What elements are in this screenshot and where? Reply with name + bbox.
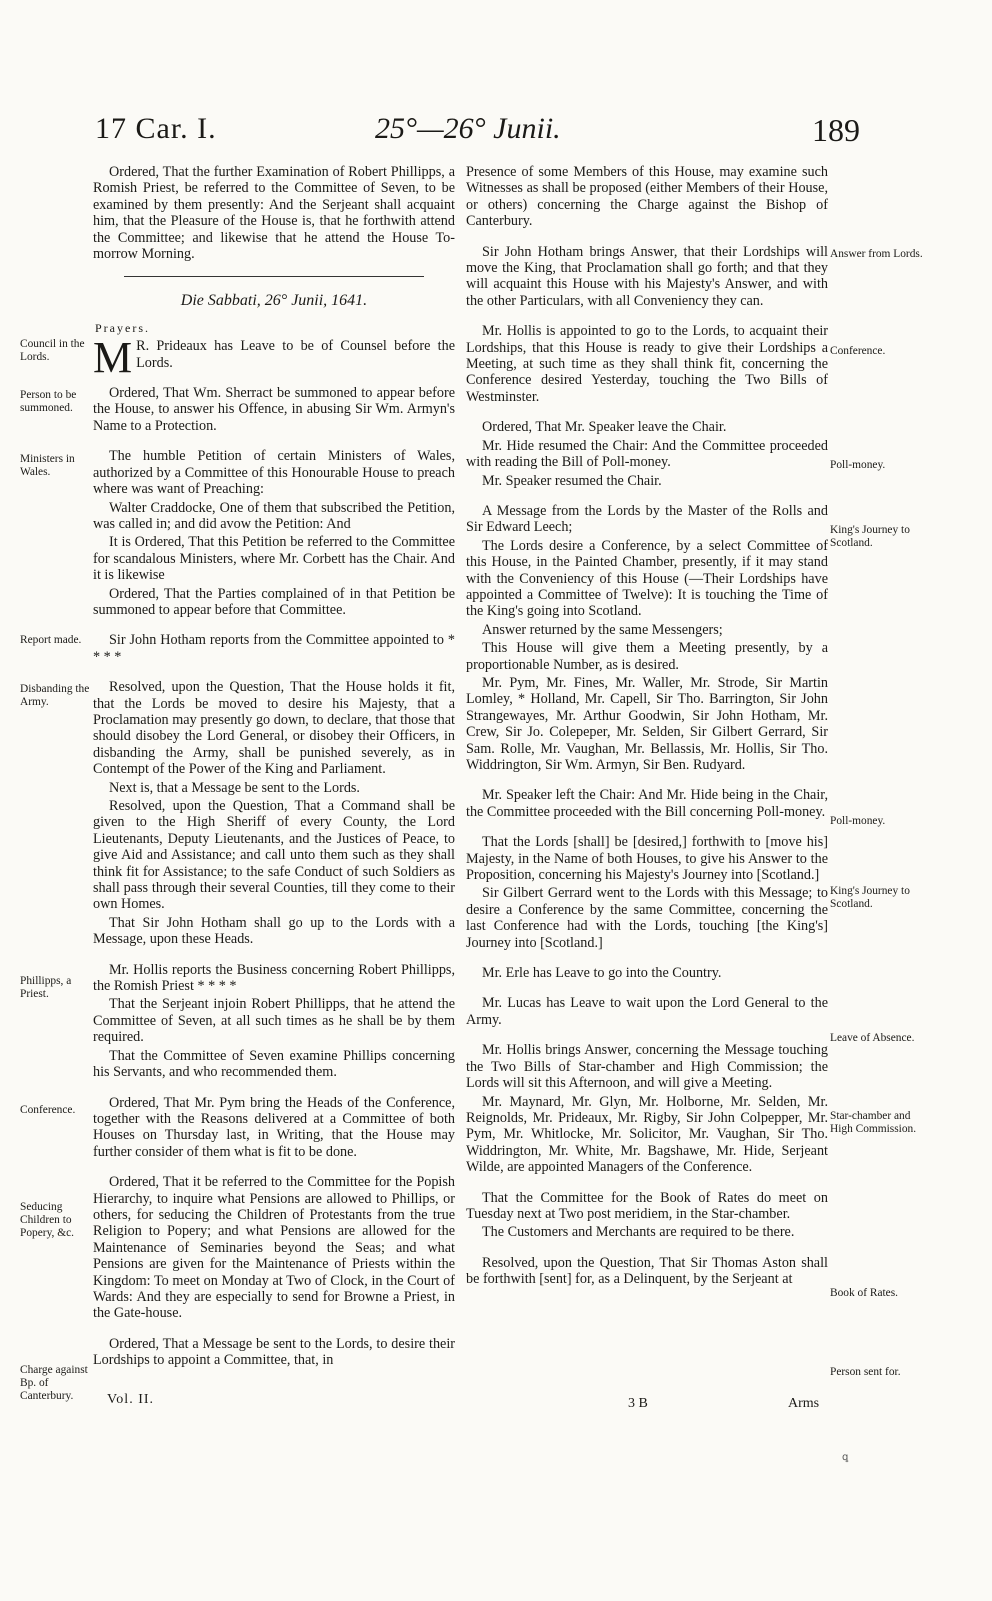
paragraph: Sir Gilbert Gerrard went to the Lords with this Message; to desire a Conference by the same Committee, concerning the last Conference had with the Lords, touching [the King's] Journey into [Scotland.] — [466, 885, 828, 951]
paragraph: Mr. Pym, Mr. Fines, Mr. Waller, Mr. Strode, Sir Martin Lomley, * Holland, Mr. Capell, Sir Tho. Barrington, Sir John Strangewayes, Mr. Arthur Goodwin, Sir John Hotham, Mr. Crew, Sir Jo. Colepeper, Mr. Selden, Sir Gilbert Gerrard, Sir Sam. Rolle, Mr. Vaughan, Mr. Bellassis, Mr. Hollis, Sir Tho. Widdrington, Sir Wm. Armyn, Sir Ben. Rudyard. — [466, 674, 828, 773]
paragraph: Walter Craddocke, One of them that subscribed the Petition, was called in; and did avow the Petition: And — [93, 499, 455, 532]
paragraph: Mr. Hollis brings Answer, concerning the Message touching the Two Bills of Star-chamber and High Commission; the Lords will sit this Afternoon, and will give a Meeting. — [466, 1042, 828, 1092]
margin-note: King's Journey to Scotland. — [830, 885, 910, 910]
margin-note: Poll-money. — [830, 459, 886, 471]
page-speck: ꝗ — [842, 1452, 849, 1463]
paragraph: A Message from the Lords by the Master of the Rolls and Sir Edward Leech; — [466, 502, 828, 536]
paragraph: Mr. Maynard, Mr. Glyn, Mr. Holborne, Mr. Selden, Mr. Reignolds, Mr. Prideaux, Mr. Rigby, Sir John Colpepper, Mr. Pym, Mr. Whitlocke, Mr. Solicitor, Mr. Vaughan, Sir Tho. Widdrington, Mr. White, Mr. Bagshawe, Mr. Hide, Serjeant Wilde, are appointed Managers of the Conference. — [466, 1093, 828, 1176]
paragraph: Ordered, That it be referred to the Committee for the Popish Hierarchy, to inquire what Pensions are allowed to Phillips, or others, for seducing the Children of Protestants from the true Religion to Popery; and what Pensions are allowed for the Maintenance of Seminaries beyond the Seas; and what Pensions are given for the Maintenance of Priests within the Kingdom: To meet on Monday at Two of Clock, in the Court of Wards: And they are especially to send for Browne a Priest, in the Gate-house. — [93, 1174, 455, 1322]
margin-note: Seducing Children to Popery, &c. — [20, 1201, 74, 1239]
margin-note: Phillipps, a Priest. — [20, 975, 72, 1000]
paragraph: It is Ordered, That this Petition be referred to the Committee for scandalous Ministers, where Mr. Corbett has the Chair. And it is likewise — [93, 534, 455, 584]
paragraph: Ordered, That a Message be sent to the Lords, to desire their Lordships to appoint a Committee, that, in — [93, 1335, 455, 1369]
margin-note: Ministers in Wales. — [20, 453, 75, 478]
margin-note: King's Journey to Scotland. — [830, 524, 910, 549]
section-divider — [124, 276, 424, 277]
margin-note: Answer from Lords. — [830, 248, 923, 260]
paragraph: Mr. Hollis is appointed to go to the Lords, to acquaint their Lordships, that this House is ready to give their Lordships a Meeting, at such time as they shall think fit, concerning the Conference desired Yesterday, touching the Two Bills of Westminster. — [466, 323, 828, 405]
catchword: Arms — [788, 1396, 820, 1411]
paragraph: Mr. Lucas has Leave to wait upon the Lord General to the Army. — [466, 995, 828, 1028]
margin-note: Conference. — [830, 345, 886, 357]
paragraph: This House will give them a Meeting presently, by a proportionable Number, as is desired. — [466, 640, 828, 673]
margin-note: Report made. — [20, 634, 82, 646]
margin-note: Poll-money. — [830, 815, 886, 827]
left-column — [93, 164, 455, 1371]
margin-note: Book of Rates. — [830, 1287, 899, 1299]
paragraph: Resolved, upon the Question, That Sir Thomas Aston shall be forthwith [sent] for, as a Delinquent, by the Serjeant at — [466, 1254, 828, 1288]
paragraph: That Sir John Hotham shall go up to the Lords with a Message, upon these Heads. — [93, 914, 455, 948]
paragraph: Mr. Hollis reports the Business concerning Robert Phillipps, the Romish Priest * * * * — [93, 961, 455, 995]
paragraph: Sir John Hotham brings Answer, that their Lordships will move the King, that Proclamation shall go forth; and that they will acquaint this House with his Majesty's Answer, and with the other Particulars, with all Conveniency they can. — [466, 243, 828, 309]
margin-note: Star-chamber and High Commission. — [830, 1110, 917, 1135]
paragraph: Ordered, That Mr. Speaker leave the Chair. — [482, 419, 727, 436]
paragraph: Ordered, That Mr. Pym bring the Heads of the Conference, together with the Reasons delivered at a Committee of both Houses on Thursday last, in Writing, that the House may further consider of them what is fit to be done. — [93, 1094, 455, 1160]
paragraph: Mr. Erle has Leave to go into the Country. — [482, 965, 722, 982]
paragraph: That the Serjeant injoin Robert Phillipps, that he attend the Committee of Seven, at all such times as he shall be by them required. — [93, 996, 455, 1046]
margin-note: Person sent for. — [830, 1366, 901, 1378]
margin-note: Disbanding the Army. — [20, 683, 90, 708]
paragraph: The Lords desire a Conference, by a select Committee of this House, in the Painted Chamber, presently, if it may stand with the Conveniency of this House (—Their Lordships have appointed a Committee of Twelve): It is touching the Time of the King's going into Scotland. — [466, 537, 828, 620]
margin-note: Charge against Bp. of Canterbury. — [20, 1364, 88, 1402]
volume-label: Vol. II. — [107, 1392, 155, 1407]
paragraph: The Customers and Merchants are required to be there. — [482, 1224, 795, 1241]
paragraph-text: R. Prideaux has Leave to be of Counsel before the Lords. — [136, 338, 455, 371]
drop-cap: M — [93, 333, 133, 383]
prayers-heading: Prayers. — [95, 320, 150, 335]
paragraph: The humble Petition of certain Ministers of Wales, authorized by a Committee of this Honourable House to preach where was want of Preaching: — [93, 448, 455, 498]
paragraph: Ordered, That Wm. Sherract be summoned to appear before the House, to answer his Offence, in abusing Sir Wm. Armyn's Name to a Protection. — [93, 385, 455, 434]
reign-label: 17 Car. I. — [95, 112, 217, 145]
paragraph: Ordered, That the further Examination of Robert Phillipps, a Romish Priest, be referred to the Committee of Seven, to be examined by them presently: And the Serjeant shall acquaint him, that the Pleasure of the House is, that he forthwith attend the Committee; and likewise that he attend the House To-morrow Morning. — [93, 164, 455, 263]
margin-note: Council in the Lords. — [20, 338, 85, 363]
paragraph: That the Committee of Seven examine Phillips concerning his Servants, and who recommended them. — [93, 1047, 455, 1081]
paragraph: Answer returned by the same Messengers; — [482, 621, 723, 638]
margin-note: Person to be summoned. — [20, 389, 77, 414]
date-range: 25°—26° Junii. — [375, 112, 561, 145]
paragraph: Mr. Hide resumed the Chair: And the Committee proceeded with reading the Bill of Poll-money. — [466, 437, 828, 471]
paragraph: Resolved, upon the Question, That the House holds it fit, that the Lords be moved to desire his Majesty, that a Proclamation may presently go down, to declare, that those that should disobey the Lord General, or disobey their Officers, in disbanding the Army, shall be punished severely, as in Contempt of the Power of the King and Parliament. — [93, 679, 455, 778]
paragraph: Mr. Speaker resumed the Chair. — [482, 472, 662, 489]
paragraph: Resolved, upon the Question, That a Command shall be given to the High Sheriff of every County, the Lord Lieutenants, Deputy Lieutenants, and the Justices of Peace, to give Aid and Assistance; and call unto them such as they shall think fit for Assistance; to the safe Conduct of such Soldiers as shall pass through their several Counties, till they come to their own Homes. — [93, 798, 455, 913]
signature-mark: 3 B — [628, 1396, 648, 1411]
paragraph — [93, 333, 455, 383]
running-head — [95, 112, 860, 158]
paragraph: Mr. Speaker left the Chair: And Mr. Hide being in the Chair, the Committee proceeded with the Bill concerning Poll-money. — [466, 787, 828, 820]
paragraph: Next is, that a Message be sent to the Lords. — [109, 779, 360, 796]
right-column — [466, 164, 828, 1290]
paragraph: That the Committee for the Book of Rates do meet on Tuesday next at Two post meridiem, in the Star-chamber. — [466, 1189, 828, 1222]
dateline: Die Sabbati, 26° Junii, 1641. — [180, 292, 368, 310]
paragraph: Presence of some Members of this House, may examine such Witnesses as shall be proposed (either Members of their House, or others) concerning the Charge against the Bishop of Canterbury. — [466, 164, 828, 230]
paragraph: That the Lords [shall] be [desired,] forthwith to [move his] Majesty, in the Name of both Houses, to give his Answer to the Proposition, concerning his Majesty's Journey into [Scotland.] — [466, 834, 828, 884]
paragraph: Sir John Hotham reports from the Committee appointed to * * * * — [93, 632, 455, 665]
paragraph: Ordered, That the Parties complained of in that Petition be summoned to appear before that Committee. — [93, 585, 455, 618]
page-number: 189 — [812, 112, 860, 148]
margin-note: Conference. — [20, 1104, 76, 1116]
margin-note: Leave of Absence. — [830, 1032, 915, 1044]
